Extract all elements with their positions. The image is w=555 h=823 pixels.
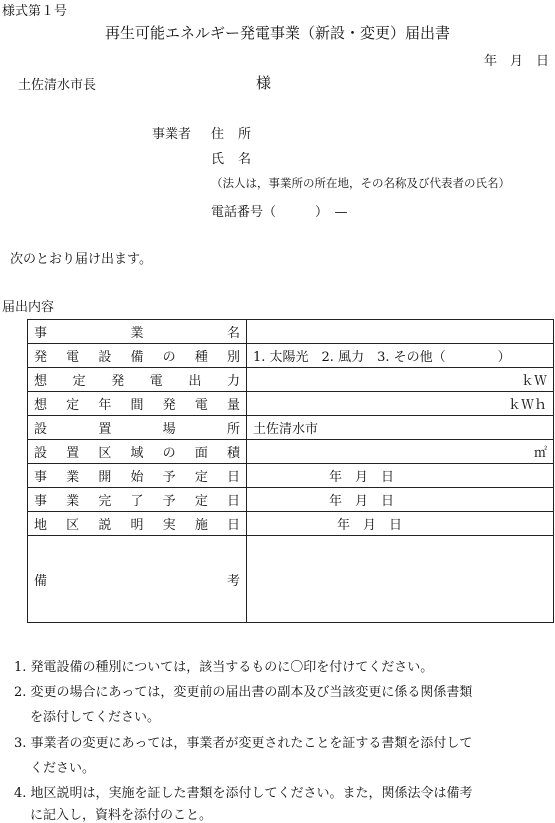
location-field[interactable]: 土佐清水市	[247, 416, 554, 440]
table-row	[28, 488, 554, 512]
row-label-completion-date: 事業完了予定日	[28, 488, 247, 512]
row-label-briefing-date: 地区説明実施日	[28, 512, 247, 536]
table-row	[28, 440, 554, 464]
row-label-equipment-type: 発電設備の種別	[28, 344, 247, 368]
note-item-continuation: に記入し，資料を添付のこと。	[30, 808, 213, 823]
addressee-honorific: 様	[256, 74, 272, 92]
rated-output-field[interactable]: ｋＷ	[247, 368, 554, 392]
note-item: 3. 事業者の変更にあっては，事業者が変更されたことを証する書類を添付して	[14, 736, 473, 751]
addressee: 土佐清水市長	[18, 78, 97, 93]
table-row	[28, 416, 554, 440]
table-row	[28, 344, 554, 368]
row-label-start-date: 事業開始予定日	[28, 464, 247, 488]
completion-date-field[interactable]: 年 月 日	[247, 488, 554, 512]
intro-text: 次のとおり届け出ます。	[10, 252, 152, 267]
note-item: 4. 地区説明は，実施を証した書類を添付してください。また，関係法令は備考	[14, 786, 473, 801]
table-row	[28, 464, 554, 488]
table-row	[28, 512, 554, 536]
briefing-date-field[interactable]: 年 月 日	[247, 512, 554, 536]
note-item: 1. 発電設備の種別については，該当するものに〇印を付けてください。	[14, 660, 434, 675]
row-label-remarks: 備考	[28, 536, 247, 623]
start-date-field[interactable]: 年 月 日	[247, 464, 554, 488]
row-label-location: 設置場所	[28, 416, 247, 440]
applicant-phone-label: 電話番号（ ） —	[211, 205, 348, 220]
document-title: 再生可能エネルギー発電事業（新設・変更）届出書	[104, 24, 450, 42]
remarks-field[interactable]	[247, 536, 554, 623]
table-row	[28, 368, 554, 392]
table-row	[28, 536, 554, 623]
note-item-continuation: を添付してください。	[30, 710, 161, 725]
row-label-rated-output: 想定発電出力	[28, 368, 247, 392]
note-item-continuation: ください。	[30, 761, 96, 776]
note-item: 2. 変更の場合にあっては，変更前の届出書の副本及び当該変更に係る関係書類	[14, 685, 473, 700]
section-heading: 届出内容	[2, 300, 55, 315]
row-label-annual-generation: 想定年間発電量	[28, 392, 247, 416]
submission-date: 年 月 日	[483, 54, 549, 69]
area-field[interactable]: ㎡	[247, 440, 554, 464]
equipment-type-field[interactable]: 1. 太陽光 2. 風力 3. その他（ ）	[247, 344, 554, 368]
row-label-area: 設置区域の面積	[28, 440, 247, 464]
applicant-name-label: 氏名	[211, 152, 266, 167]
applicant-note: （法人は，事業所の所在地，その名称及び代表者の氏名）	[211, 176, 510, 190]
notification-table	[27, 319, 554, 623]
business-name-field[interactable]	[247, 320, 554, 344]
annual-generation-field[interactable]: ｋＷｈ	[247, 392, 554, 416]
row-label-business-name: 事業名	[28, 320, 247, 344]
applicant-address-label: 住所	[211, 127, 266, 142]
form-number: 様式第１号	[2, 4, 68, 19]
table-row	[28, 392, 554, 416]
table-row	[28, 320, 554, 344]
applicant-role-label: 事業者	[152, 127, 192, 142]
